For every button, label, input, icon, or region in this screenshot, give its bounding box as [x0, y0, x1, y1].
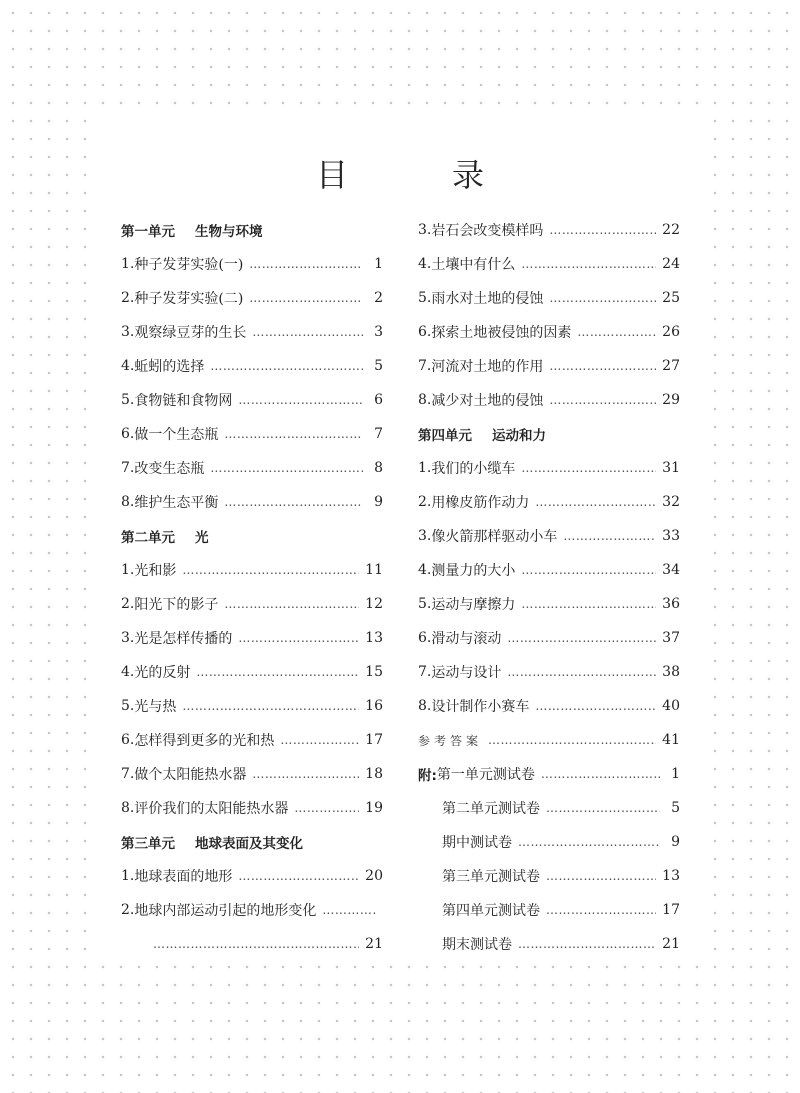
entry-title: 我们的小缆车 [431, 461, 516, 477]
dot-leader [224, 495, 363, 509]
toc-entry[interactable] [121, 723, 383, 757]
dot-leader [224, 427, 363, 441]
dot-leader [238, 631, 359, 645]
appendix-entry[interactable] [418, 859, 680, 893]
page-number: 3 [374, 324, 383, 340]
entry-title: 雨水对土地的侵蚀 [431, 291, 544, 307]
unit-number: 第一单元 [121, 224, 175, 240]
page-number: 1 [374, 256, 383, 272]
entry-title: 期中测试卷 [442, 835, 512, 851]
entry-number: 3. [121, 324, 135, 340]
entry-title: 做个太阳能热水器 [134, 767, 247, 783]
toc-entry[interactable] [121, 689, 383, 723]
page-number: 27 [662, 358, 680, 374]
page-number: 25 [662, 290, 680, 306]
appendix-entry[interactable] [418, 927, 680, 961]
page-number: 15 [365, 664, 383, 680]
dot-leader [252, 767, 359, 781]
dot-leader [210, 359, 363, 373]
entry-title: 测量力的大小 [431, 563, 516, 579]
entry-title: 改变生态瓶 [134, 461, 205, 477]
toc-left-column [121, 213, 383, 961]
toc-entry[interactable] [418, 689, 680, 723]
toc-right-column [418, 213, 680, 961]
entry-number: 5. [121, 698, 135, 714]
toc-entry[interactable] [121, 655, 383, 689]
dot-leader [549, 393, 656, 407]
dot-leader [249, 291, 363, 305]
answers-label: 参考答案 [418, 733, 483, 748]
entry-title: 地球内部运动引起的地形变化 [134, 903, 317, 919]
entry-title: 观察绿豆芽的生长 [134, 325, 247, 341]
dot-leader [521, 257, 656, 271]
unit-heading [121, 213, 383, 247]
page-number: 32 [662, 494, 680, 510]
page-number: 36 [662, 596, 680, 612]
entry-title: 做一个生态瓶 [134, 427, 219, 443]
entry-number: 6. [121, 426, 135, 442]
dot-leader [153, 937, 359, 951]
entry-title: 设计制作小赛车 [431, 699, 530, 715]
page-title: 目 录 [315, 156, 520, 194]
toc-entry[interactable] [418, 451, 680, 485]
appendix-entry[interactable] [418, 825, 680, 859]
dot-leader [546, 801, 660, 815]
page-number: 17 [662, 902, 680, 918]
dot-leader [563, 529, 656, 543]
entry-title: 第三单元测试卷 [442, 869, 540, 885]
entry-title: 光是怎样传播的 [134, 631, 233, 647]
entry-title: 怎样得到更多的光和热 [134, 733, 275, 749]
entry-number: 5. [418, 596, 432, 612]
unit-name: 光 [195, 530, 209, 546]
entry-title: 岩石会改变模样吗 [431, 223, 544, 239]
entry-title: 种子发芽实验(一) [134, 257, 244, 273]
page-number: 40 [662, 698, 680, 714]
entry-title: 蚯蚓的选择 [134, 359, 205, 375]
toc-entry[interactable] [418, 247, 680, 281]
dot-leader [252, 325, 363, 339]
dot-leader [182, 699, 359, 713]
page-number: 33 [662, 528, 680, 544]
page-number: 2 [374, 290, 383, 306]
toc-entry-continuation[interactable] [121, 927, 383, 961]
appendix-entry[interactable] [418, 791, 680, 825]
unit-number: 第三单元 [121, 836, 175, 852]
entry-number: 5. [121, 392, 135, 408]
dot-leader [518, 835, 660, 849]
unit-heading [418, 417, 680, 451]
page-number: 19 [365, 800, 383, 816]
page-number: 41 [662, 732, 680, 748]
unit-name: 生物与环境 [195, 224, 263, 240]
entry-number: 1. [418, 460, 432, 476]
toc-entry[interactable] [418, 519, 680, 553]
dot-leader [535, 495, 656, 509]
toc-entry[interactable] [418, 315, 680, 349]
entry-number: 2. [121, 290, 135, 306]
toc-entry[interactable] [121, 417, 383, 451]
entry-title: 种子发芽实验(二) [134, 291, 244, 307]
page-number: 1 [671, 766, 680, 782]
dot-leader [518, 937, 656, 951]
toc-entry[interactable] [121, 281, 383, 315]
appendix-entry[interactable] [418, 757, 680, 791]
page-number: 12 [365, 596, 383, 612]
toc-entry[interactable] [121, 757, 383, 791]
page-number: 17 [365, 732, 383, 748]
dot-leader [521, 461, 656, 475]
toc-entry[interactable] [418, 553, 680, 587]
page-number: 7 [374, 426, 383, 442]
dot-leader [549, 359, 656, 373]
entry-title: 像火箭那样驱动小车 [431, 529, 558, 545]
page-number: 21 [365, 936, 383, 952]
dot-leader [224, 597, 359, 611]
entry-title: 第一单元测试卷 [436, 767, 535, 783]
dot-leader [238, 869, 359, 883]
entry-number: 1. [121, 256, 135, 272]
page-number: 37 [662, 630, 680, 646]
entry-title: 用橡皮筋作动力 [431, 495, 530, 511]
page-number: 20 [365, 868, 383, 884]
page-number: 16 [365, 698, 383, 714]
toc-entry[interactable] [121, 383, 383, 417]
entry-title: 第二单元测试卷 [442, 801, 540, 817]
dot-leader [294, 801, 359, 815]
page-number: 9 [374, 494, 383, 510]
entry-title: 食物链和食物网 [134, 393, 233, 409]
toc-entry[interactable] [121, 791, 383, 825]
entry-title: 运动与设计 [431, 665, 502, 681]
unit-heading [121, 825, 383, 859]
entry-title: 期末测试卷 [442, 937, 512, 953]
toc-entry[interactable] [418, 485, 680, 519]
dot-leader [488, 733, 656, 747]
toc-entry[interactable] [418, 213, 680, 247]
toc-entry[interactable] [121, 859, 383, 893]
dot-leader [546, 903, 656, 917]
entry-title: 阳光下的影子 [134, 597, 219, 613]
entry-number: 8. [418, 392, 432, 408]
entry-number: 1. [121, 562, 135, 578]
entry-number: 4. [418, 562, 432, 578]
dot-leader [535, 699, 656, 713]
unit-number: 第四单元 [418, 428, 472, 444]
toc-entry[interactable] [121, 349, 383, 383]
entry-title: 光和影 [134, 563, 177, 579]
dot-leader [541, 767, 660, 781]
entry-number: 8. [121, 800, 135, 816]
unit-number: 第二单元 [121, 530, 175, 546]
entry-number: 5. [418, 290, 432, 306]
dot-leader [507, 665, 656, 679]
entry-number: 3. [418, 222, 432, 238]
page-number: 31 [662, 460, 680, 476]
entry-number: 7. [121, 460, 135, 476]
dot-leader [549, 291, 656, 305]
entry-number: 2. [121, 596, 135, 612]
page-number: 29 [662, 392, 680, 408]
toc-entry[interactable] [121, 451, 383, 485]
toc-entry[interactable] [418, 621, 680, 655]
unit-name: 运动和力 [492, 428, 546, 444]
toc-entry[interactable] [418, 349, 680, 383]
page-number: 5 [671, 800, 680, 816]
entry-title: 运动与摩擦力 [431, 597, 516, 613]
entry-title: 土壤中有什么 [431, 257, 516, 273]
page-number: 38 [662, 664, 680, 680]
toc-entry[interactable] [121, 893, 383, 927]
dot-leader [577, 325, 656, 339]
toc-entry[interactable] [121, 315, 383, 349]
entry-title: 探索土地被侵蚀的因素 [431, 325, 572, 341]
toc-entry-answers[interactable] [418, 723, 680, 757]
dot-leader [521, 563, 656, 577]
page-number: 21 [662, 936, 680, 952]
entry-number: 7. [418, 664, 432, 680]
page-number: 24 [662, 256, 680, 272]
dot-leader [549, 223, 656, 237]
page-number: 6 [374, 392, 383, 408]
page-number: 9 [671, 834, 680, 850]
entry-number: 3. [418, 528, 432, 544]
entry-number: 2. [121, 902, 135, 918]
toc-entry[interactable] [121, 553, 383, 587]
toc-entry[interactable] [121, 247, 383, 281]
entry-title: 河流对土地的作用 [431, 359, 544, 375]
entry-title: 评价我们的太阳能热水器 [134, 801, 289, 817]
toc-entry[interactable] [121, 621, 383, 655]
entry-number: 7. [418, 358, 432, 374]
page-number: 5 [374, 358, 383, 374]
page-number: 13 [365, 630, 383, 646]
entry-number: 6. [418, 324, 432, 340]
entry-title: 维护生态平衡 [134, 495, 219, 511]
entry-number: 4. [121, 358, 135, 374]
unit-name: 地球表面及其变化 [195, 836, 303, 852]
entry-number: 4. [418, 256, 432, 272]
page-number: 22 [662, 222, 680, 238]
dot-leader [196, 665, 359, 679]
dot-leader [521, 597, 656, 611]
page-number: 11 [365, 562, 383, 578]
toc-entry[interactable] [121, 587, 383, 621]
toc-entry[interactable] [418, 655, 680, 689]
dot-leader [322, 903, 377, 917]
page-number: 8 [374, 460, 383, 476]
toc-entry[interactable] [121, 485, 383, 519]
entry-title: 光的反射 [134, 665, 191, 681]
appendix-entry[interactable] [418, 893, 680, 927]
dot-leader [182, 563, 359, 577]
appendix-lead: 附: [418, 768, 437, 784]
entry-number: 6. [418, 630, 432, 646]
toc-entry[interactable] [418, 587, 680, 621]
dot-leader [507, 631, 656, 645]
entry-number: 8. [121, 494, 135, 510]
entry-number: 8. [418, 698, 432, 714]
entry-title: 地球表面的地形 [134, 869, 233, 885]
dot-leader [238, 393, 363, 407]
entry-number: 6. [121, 732, 135, 748]
page-number: 18 [365, 766, 383, 782]
entry-number: 4. [121, 664, 135, 680]
page-number: 34 [662, 562, 680, 578]
entry-title: 减少对土地的侵蚀 [431, 393, 544, 409]
dot-leader [249, 257, 363, 271]
dot-leader [546, 869, 656, 883]
toc-entry[interactable] [418, 281, 680, 315]
dot-leader [210, 461, 363, 475]
entry-number: 7. [121, 766, 135, 782]
entry-title: 光与热 [134, 699, 177, 715]
page-number: 26 [662, 324, 680, 340]
page-number: 13 [662, 868, 680, 884]
dot-leader [280, 733, 359, 747]
entry-title: 第四单元测试卷 [442, 903, 540, 919]
entry-number: 1. [121, 868, 135, 884]
toc-entry[interactable] [418, 383, 680, 417]
unit-heading [121, 519, 383, 553]
entry-number: 3. [121, 630, 135, 646]
entry-number: 2. [418, 494, 432, 510]
entry-title: 滑动与滚动 [431, 631, 502, 647]
